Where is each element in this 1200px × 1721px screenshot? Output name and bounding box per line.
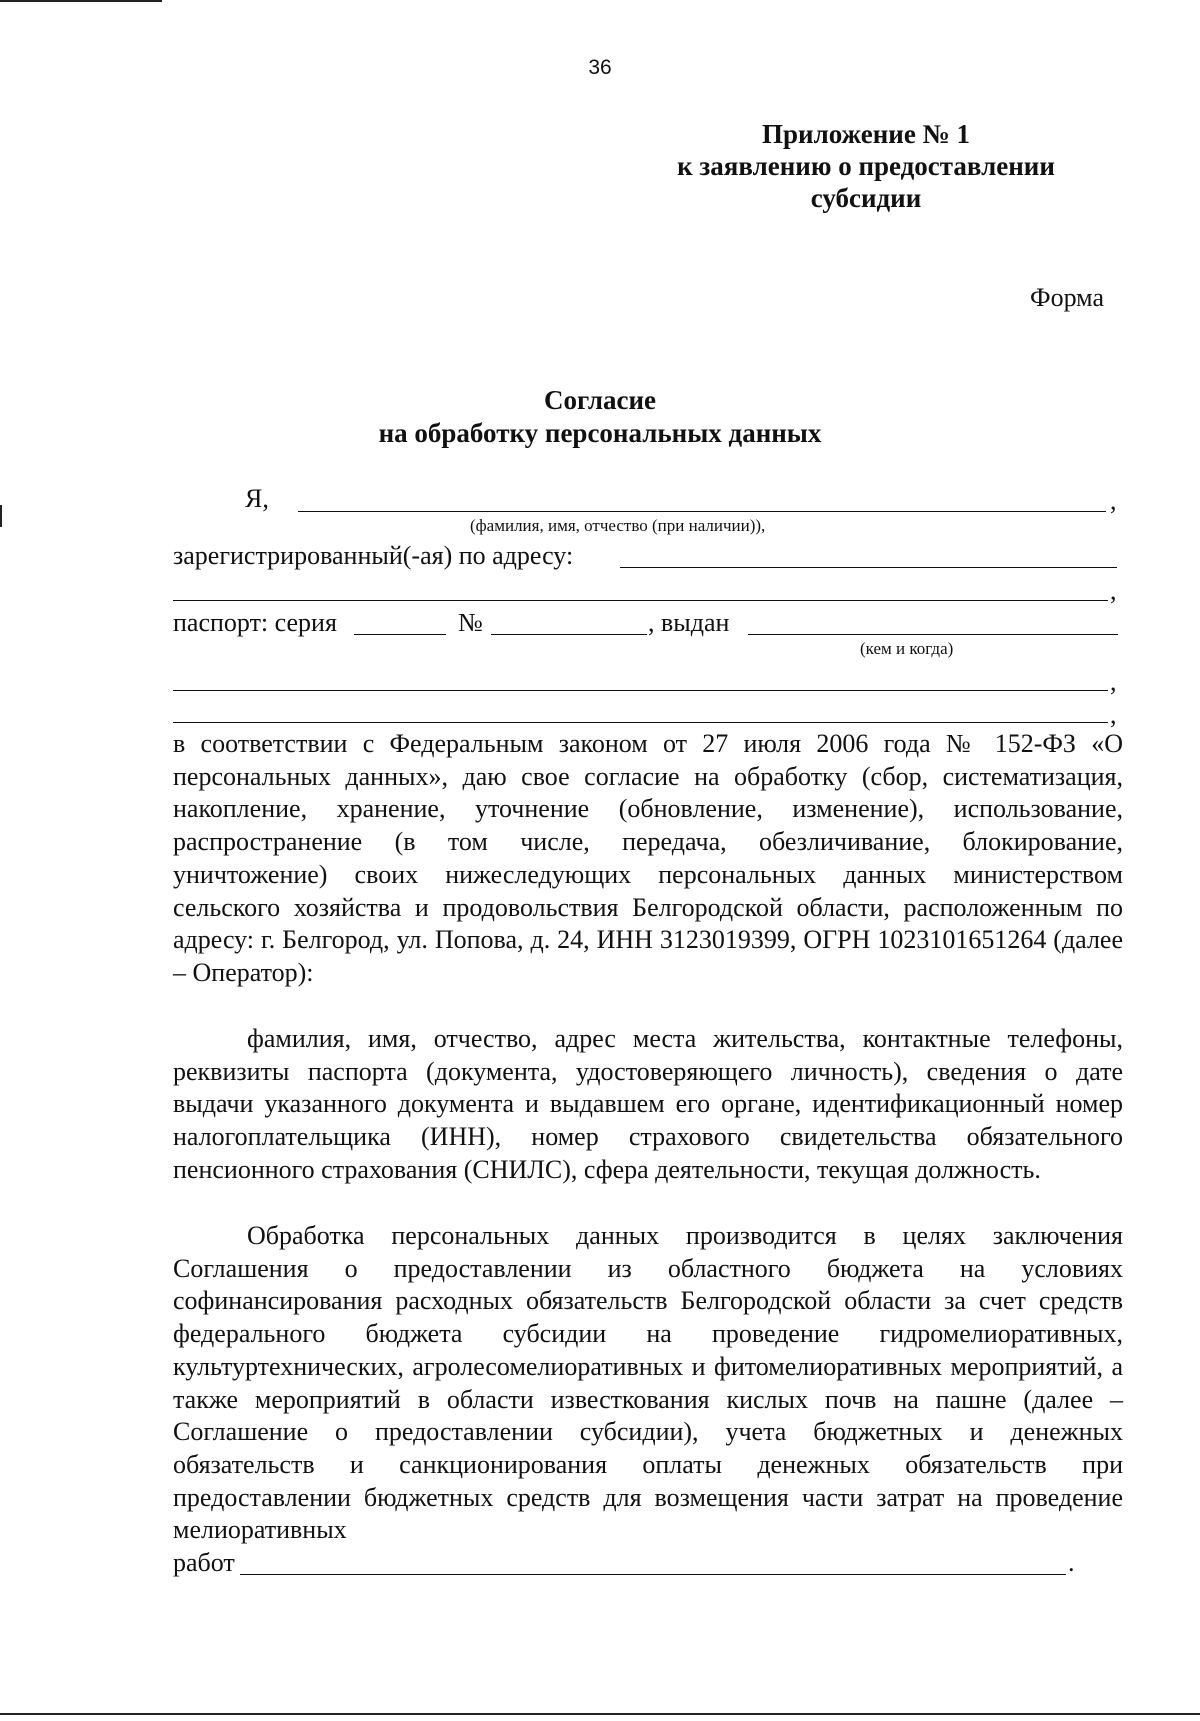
address-field-line-2[interactable] (173, 600, 1108, 601)
processing-purpose-paragraph (173, 1220, 1123, 1547)
address-label: зарегистрированный(-ая) по адресу: (173, 541, 574, 570)
fio-comma: , (1110, 486, 1117, 515)
document-title: Согласие (543, 385, 657, 415)
document-subtitle: на обработку персональных данных (378, 418, 822, 448)
passport-series-field[interactable] (354, 634, 446, 635)
personal-data-list: фамилия, имя, отчество, адрес места жительства, контактные телефоны, реквизиты паспорта (документа, удостоверяющего личность), сведения о дате выдачи указанного документа и выдавшем его органе, идентификационный номер налогоплательщика (ИНН), номер страхового свидетельства обязательного пенсионного страхования (СНИЛС), сфера деятельности, текущая должность. (173, 1024, 1123, 1184)
issued-field-line-2[interactable] (173, 690, 1108, 691)
issued-comma-2: , (1110, 700, 1117, 729)
issued-label: , выдан (648, 608, 730, 637)
appendix-line-2: к заявлению о предоставлении (677, 151, 1055, 181)
processing-purpose-text: Обработка персональных данных производится в целях заключения Соглашения о предоставлении из областного бюджета на условиях софинансирования расходных обязательств Белгородской области за счет средств федерального бюджета субсидии на проведение гидромелиоративных, культуртехнических, агролесомелиоративных и фитомелиоративных мероприятий, а также мероприятий в области известкования кислых почв на пашне (далее – Соглашение о предоставлении субсидии), учета бюджетных и денежных обязательств и санкционирования оплаты денежных обязательств при предоставлении бюджетных средств для возмещения части затрат на проведение мелиоративных (173, 1221, 1123, 1545)
issued-hint: (кем и когда) (860, 639, 954, 658)
page-number: 36 (588, 56, 612, 79)
address-field[interactable] (620, 567, 1117, 568)
works-field[interactable] (240, 1574, 1066, 1575)
appendix-line-3: субсидии (810, 183, 922, 213)
passport-number-label: № (458, 608, 483, 637)
issued-field[interactable] (748, 634, 1118, 635)
passport-number-field[interactable] (491, 634, 647, 635)
issued-field-line-3[interactable] (173, 722, 1108, 723)
form-label: Форма (1030, 283, 1104, 312)
passport-series-label: паспорт: серия (173, 608, 337, 637)
fio-hint: (фамилия, имя, отчество (при наличии)), (470, 516, 766, 535)
appendix-header (636, 118, 1096, 214)
fio-field[interactable] (298, 511, 1106, 512)
works-period: . (1068, 1548, 1075, 1577)
works-label: работ (173, 1548, 235, 1577)
scan-edge-bottom (0, 1713, 1200, 1715)
consent-paragraph-1: в соответствии с Федеральным законом от 27 июля 2006 года № 152-ФЗ «О персональных данных», даю свое согласие на обработку (сбор, систематизация, накопление, хранение, уточнение (обновление, изменение), использование, распространение (в том числе, передача, обезличивание, блокирование, уничтожение) своих нижеследующих персональных данных министерством сельского хозяйства и продовольствия Белгородской области, расположенным по адресу: г. Белгород, ул. Попова, д. 24, ИНН 3123019399, ОГРН 1023101651264 (далее – Оператор): (173, 729, 1123, 987)
address-comma: , (1110, 576, 1117, 605)
scan-edge-left (0, 505, 2, 527)
appendix-line-1: Приложение № 1 (762, 119, 970, 149)
ya-label: Я, (245, 484, 269, 513)
scan-edge-top (0, 0, 162, 2)
issued-comma-1: , (1110, 667, 1117, 696)
